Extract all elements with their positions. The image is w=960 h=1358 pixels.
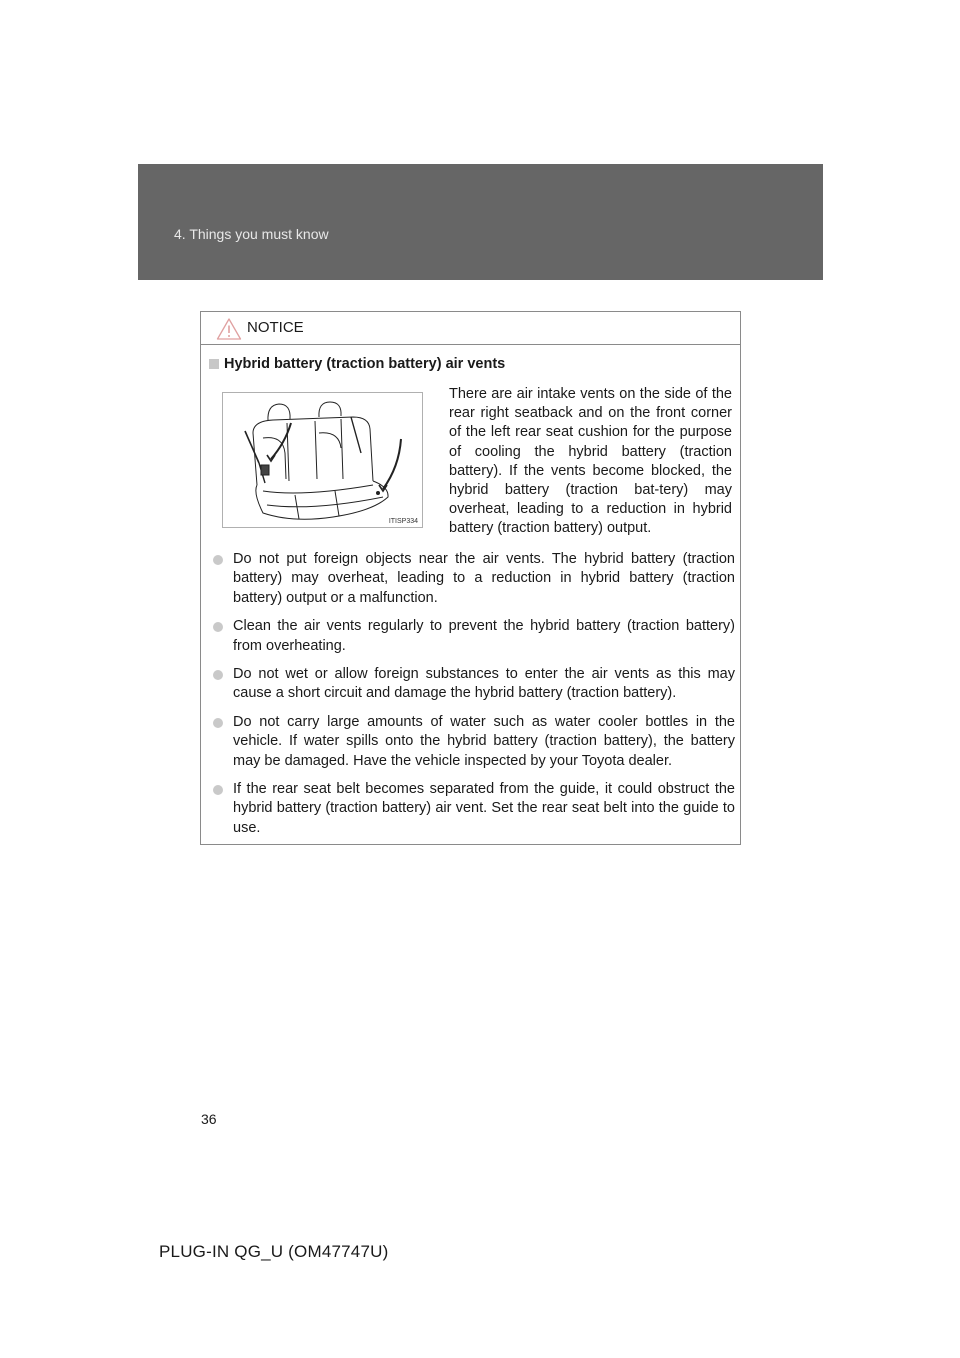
section-title bbox=[209, 356, 505, 372]
illustration-code: ITISP334 bbox=[388, 518, 418, 525]
warning-triangle-icon bbox=[216, 317, 242, 341]
page-number: 36 bbox=[201, 1111, 217, 1127]
section-heading: 4. Things you must know bbox=[174, 226, 329, 242]
rear-seat-drawing bbox=[223, 393, 422, 527]
bullet-dot-icon bbox=[213, 670, 223, 680]
list-item: Do not wet or allow foreign substances to enter the air vents as this may cause a short circuit and damage the hybrid battery (traction battery). bbox=[209, 665, 735, 704]
rear-seat-illustration bbox=[222, 392, 423, 528]
footer-code: PLUG-IN QG_U (OM47747U) bbox=[159, 1242, 389, 1261]
header-band bbox=[138, 164, 823, 280]
notice-header bbox=[201, 312, 740, 345]
section-title-text: Hybrid battery (traction battery) air vents bbox=[224, 356, 506, 372]
bullet-dot-icon bbox=[213, 622, 223, 632]
list-item: Do not put foreign objects near the air vents. The hybrid battery (traction battery) may overheat, leading to a reduction in hybrid battery (traction battery) output or a malfunction. bbox=[209, 550, 735, 608]
bullet-dot-icon bbox=[213, 785, 223, 795]
square-bullet-icon bbox=[209, 359, 219, 369]
list-item: Clean the air vents regularly to prevent the hybrid battery (traction battery) from overheating. bbox=[209, 617, 735, 656]
notice-label: NOTICE bbox=[247, 319, 304, 336]
list-item: Do not carry large amounts of water such as water cooler bottles in the vehicle. If water spills onto the hybrid battery (traction battery), the battery may be damaged. Have the vehicle inspected by your Toyota dealer. bbox=[209, 713, 735, 771]
bullet-dot-icon bbox=[213, 555, 223, 565]
vent-description: There are air intake vents on the side of the rear right seatback and on the front corner of the left rear seat cushion for the purpose of cooling the hybrid battery (traction battery). If the vents become blocked, the hybrid battery (traction bat-tery) may overheat, leading to a reduction in hybrid battery (traction battery) output. bbox=[449, 386, 732, 537]
list-item: If the rear seat belt becomes separated from the guide, it could obstruct the hybrid battery (traction battery) air vent. Set the rear seat belt into the guide to use. bbox=[209, 780, 735, 838]
bullet-dot-icon bbox=[213, 718, 223, 728]
notice-box bbox=[200, 311, 741, 845]
notice-bullet-list bbox=[209, 550, 735, 847]
